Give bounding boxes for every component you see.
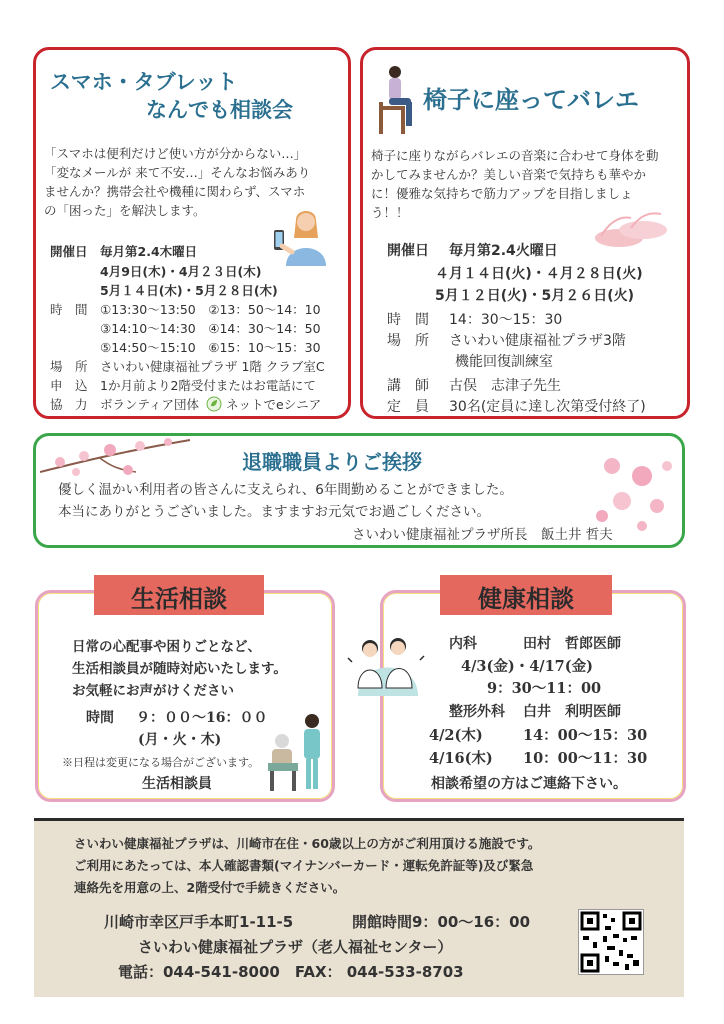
health-slot-2b-time: 10：00～11：30: [523, 750, 648, 767]
ballet-place-2: 機能回復訓練室: [455, 354, 553, 370]
smartphone-title-line2: なんでも相談会: [146, 98, 293, 122]
woman-with-phone-illustration: [270, 206, 336, 266]
footer-address: 川崎市幸区戸手本町1-11-5: [104, 913, 294, 931]
ballet-dates-2: 5月１２日(火)・5月２６日(火): [435, 288, 635, 304]
ballet-capacity-label: 定 員: [387, 399, 429, 415]
seated-woman-illustration: [373, 64, 417, 136]
chair-ballet-section: [360, 47, 690, 419]
ballet-desc-2: かしてみませんか？美しい音楽で気持ちも華やか: [371, 167, 647, 182]
life-time-label: 時間: [86, 710, 114, 726]
ballet-date-freq: 毎月第2.4火曜日: [449, 243, 558, 259]
footer-line-1: さいわい健康福祉プラザは、川崎市在住・60歳以上の方がご利用頂ける施設です。: [74, 836, 541, 851]
smartphone-dates-1: 4月9日(木)・4月２３日(木): [100, 264, 262, 279]
footer-phone-fax: 電話：044-541-8000 FAX： 044-533-8703: [118, 963, 464, 981]
retirement-greeting-section: [33, 433, 685, 548]
footer-facility-name: さいわい健康福祉プラザ（老人福祉センター）: [138, 938, 453, 956]
ballet-desc-4: う！！: [371, 205, 409, 220]
smartphone-desc-1: 「スマホは便利だけど使い方が分からない…」: [44, 146, 307, 161]
health-slot-2a-time: 14：00～15：30: [523, 727, 648, 744]
smartphone-apply: 1か月前より2階受付またはお電話にて: [100, 378, 316, 393]
health-dept-1: 内科: [449, 636, 477, 652]
health-time-1: 9：30～11：00: [487, 680, 602, 697]
health-slot-2b-date: 4/16(木): [429, 750, 493, 767]
smartphone-desc-3: ませんか？携帯会社や機種に関わらず、スマホ: [44, 184, 306, 199]
smartphone-date-label: 開催日: [50, 244, 88, 259]
smartphone-apply-label: 申 込: [50, 378, 88, 393]
leaf-logo-icon: [206, 396, 222, 412]
life-line-3: お気軽にお声がけください: [72, 683, 234, 699]
smartphone-place-label: 場 所: [50, 359, 88, 374]
health-title-ribbon: [440, 575, 612, 615]
smartphone-time-1: ①13:30～13:50 ②13：50～14：10: [100, 302, 321, 317]
life-consultation-section: [35, 590, 335, 802]
smartphone-place: さいわい健康福祉プラザ 1階 クラブ室C: [100, 359, 325, 374]
health-consultation-section: [380, 590, 686, 802]
smartphone-dates-2: 5月１４日(木)・5月２８日(木): [100, 283, 278, 298]
smartphone-coop-label: 協 力: [50, 397, 88, 412]
greeting-line-1: 優しく温かい利用者の皆さんに支えられ、6年間勤めることができました。: [58, 482, 513, 498]
life-line-1: 日常の心配事や困りごとなど、: [72, 639, 261, 655]
qr-code-icon: [579, 910, 643, 974]
smartphone-desc-4: の「困った」を解決します。: [44, 203, 206, 218]
health-slot-2a-date: 4/2(木): [429, 727, 483, 744]
ballet-place-label: 場 所: [387, 333, 429, 349]
health-contact: 相談希望の方はご連絡下さい。: [431, 776, 627, 792]
health-dept-2: 整形外科: [449, 704, 505, 720]
health-doctor-1: 田村 哲郎医師: [523, 636, 621, 652]
greeting-title: 退職職員よりご挨拶: [242, 450, 422, 474]
life-note: ※日程は変更になる場合がございます。: [62, 756, 260, 769]
smartphone-consult-section: [33, 47, 351, 419]
cherry-blossom-branch-left: [40, 432, 200, 482]
smartphone-time-2: ③14:10～14:30 ④14：30～14：50: [100, 321, 321, 336]
footer-line-2: ご利用にあたっては、本人確認書類(マイナンバーカード・運転免許証等)及び緊急: [74, 858, 534, 873]
smartphone-date-freq: 毎月第2.4木曜日: [100, 244, 198, 259]
life-time: ９：００～16：００: [136, 710, 268, 726]
facility-info-footer: [34, 818, 684, 997]
smartphone-desc-2: 「変なメールが 来て不安…」そんなお悩みあり: [44, 165, 311, 180]
greeting-signature: さいわい健康福祉プラザ所長 飯土井 哲夫: [352, 527, 613, 543]
ballet-time-label: 時 間: [387, 312, 429, 328]
footer-hours: 開館時間9：00～16：00: [352, 913, 531, 931]
smartphone-time-label: 時 間: [50, 302, 88, 317]
smartphone-coop-org: ネットでeシニア: [226, 397, 322, 412]
smartphone-coop: ボランティア団体: [100, 397, 200, 412]
ballet-teacher: 古俣 志津子先生: [449, 378, 561, 394]
life-title-ribbon: [94, 575, 264, 615]
ballet-capacity: 30名(定員に達し次第受付終了): [449, 399, 646, 415]
life-staff: 生活相談員: [142, 776, 212, 792]
qr-code[interactable]: [578, 909, 644, 975]
ballet-title: 椅子に座ってバレエ: [423, 86, 639, 114]
ballet-date-label: 開催日: [387, 243, 429, 259]
life-days: (月・火・木): [138, 732, 222, 748]
ballet-time: 14：30～15：30: [449, 312, 563, 328]
greeting-line-2: 本当にありがとうございました。ますますお元気でお過ごしください。: [58, 504, 490, 520]
smartphone-time-3: ⑤14:50～15:10 ⑥15：10～15：30: [100, 340, 321, 355]
ballet-place-1: さいわい健康福祉プラザ3階: [449, 333, 626, 349]
health-dates-1: 4/3(金)・4/17(金): [461, 658, 593, 675]
caregiver-and-elder-illustration: [262, 705, 334, 793]
health-doctor-2: 白井 利明医師: [523, 704, 621, 720]
ballet-shoes-illustration: [591, 210, 671, 250]
ballet-dates-1: ４月１４日(火)・４月２８日(火): [435, 266, 643, 282]
doctor-patient-illustration: [340, 628, 430, 696]
ballet-teacher-label: 講 師: [387, 378, 429, 394]
ballet-desc-3: に！優雅な気持ちで筋力アップを目指しましょ: [371, 186, 633, 201]
smartphone-title-line1: スマホ・タブレット: [50, 70, 238, 94]
life-line-2: 生活相談員が随時対応いたします。: [72, 661, 287, 677]
life-title: 生活相談: [131, 585, 227, 613]
health-title: 健康相談: [478, 585, 574, 613]
footer-line-3: 連絡先を用意の上、2階受付で手続きください。: [74, 880, 346, 895]
ballet-desc-1: 椅子に座りながらバレエの音楽に合わせて身体を動: [371, 148, 659, 163]
